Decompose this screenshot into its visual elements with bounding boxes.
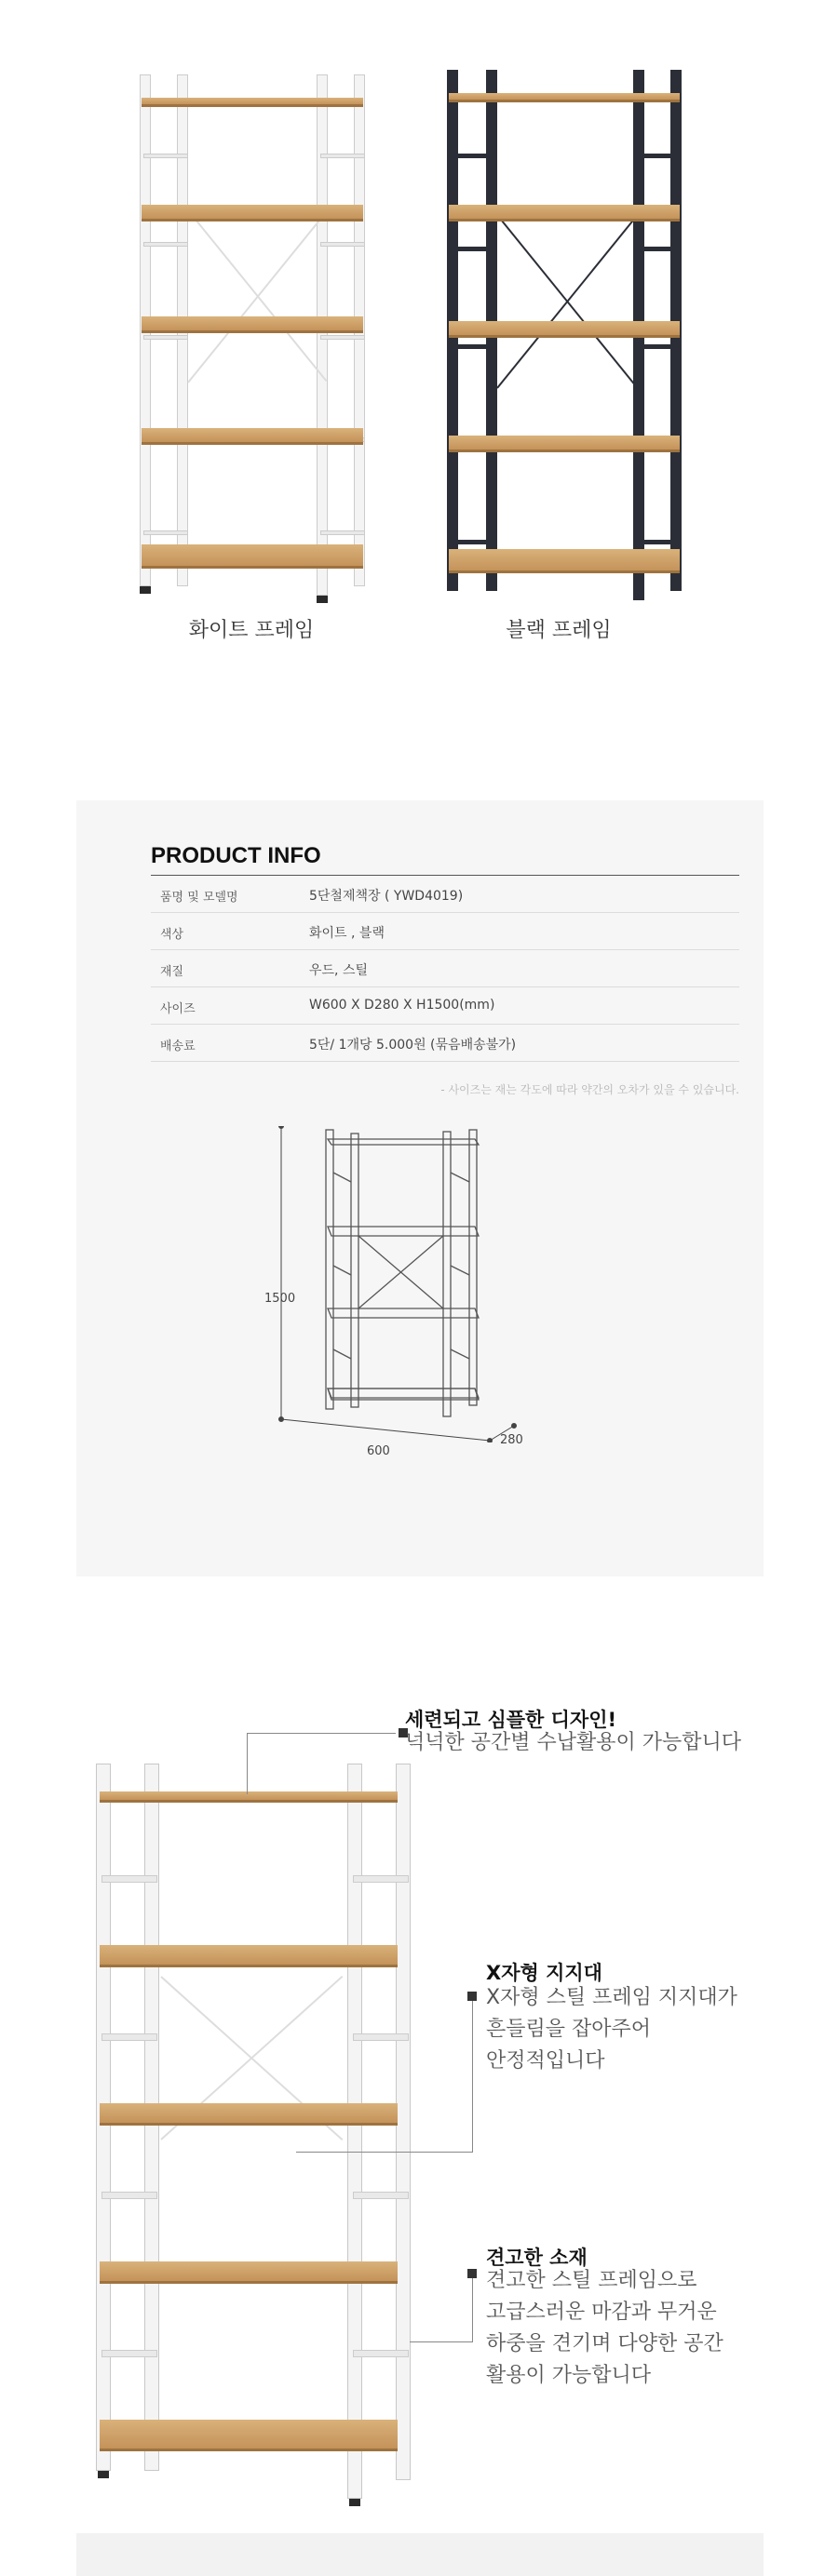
shelf-plank <box>449 436 680 452</box>
feature-material-line: 활용이 가능합니다 <box>486 2364 652 2387</box>
feature-design-title: 세련되고 심플한 디자인! <box>405 1709 617 1731</box>
ladder-rung <box>101 2192 157 2199</box>
shelf-plank <box>100 1791 398 1803</box>
ladder-rung <box>637 540 682 544</box>
info-value: 화이트 , 블랙 <box>309 926 385 941</box>
ladder-rung <box>143 242 188 247</box>
variant-black-image <box>438 65 689 614</box>
product-info-title: PRODUCT INFO <box>151 843 321 868</box>
foot <box>140 586 151 594</box>
callout-line <box>472 2273 473 2342</box>
callout-line <box>410 2341 473 2342</box>
dimension-depth-label: 280 <box>500 1433 523 1447</box>
foot <box>98 2471 109 2478</box>
ladder-rung <box>353 2192 409 2199</box>
next-section-panel <box>76 2533 764 2576</box>
feature-xbrace-line: 안정적입니다 <box>486 2049 605 2073</box>
variant-white-caption: 화이트 프레임 <box>188 619 315 642</box>
feature-xbrace-line: 흔들림을 잡아주어 <box>486 2018 652 2041</box>
info-row <box>151 913 739 950</box>
ladder-rung <box>637 247 682 251</box>
ladder-rung <box>101 2350 157 2357</box>
shelf-plank <box>100 2420 398 2451</box>
ladder-rung <box>101 2033 157 2041</box>
ladder-rung <box>101 1875 157 1883</box>
info-value: W600 X D280 X H1500(mm) <box>309 998 495 1013</box>
info-key: 품명 및 모델명 <box>160 891 238 905</box>
info-value: 5단철제책장 ( YWD4019) <box>309 889 464 904</box>
frame-post <box>347 1764 362 2499</box>
feature-xbrace-line: X자형 스틸 프레임 지지대가 <box>486 1986 737 2009</box>
shelf-plank <box>142 205 363 221</box>
frame-post <box>396 1764 411 2480</box>
ladder-rung <box>637 154 682 158</box>
ladder-rung <box>320 530 365 535</box>
product-info-panel <box>76 800 764 1576</box>
callout-line <box>472 1995 473 2153</box>
info-key: 배송료 <box>160 1040 196 1053</box>
ladder-rung <box>637 344 682 349</box>
info-key: 재질 <box>160 965 184 979</box>
shelf-plank <box>100 2103 398 2126</box>
variant-black-caption: 블랙 프레임 <box>506 619 612 642</box>
ladder-rung <box>353 1875 409 1883</box>
ladder-rung <box>451 344 495 349</box>
feature-material-line: 견고한 스틸 프레임으로 <box>486 2269 697 2292</box>
feature-material-text <box>486 2265 723 2392</box>
ladder-rung <box>143 335 188 340</box>
shelf-plank <box>100 1945 398 1967</box>
ladder-rung <box>320 242 365 247</box>
dimension-width-label: 600 <box>367 1444 390 1458</box>
info-row <box>151 987 739 1025</box>
callout-marker <box>467 1992 477 2001</box>
ladder-rung <box>143 154 188 158</box>
callout-line <box>247 1733 248 1794</box>
callout-marker <box>467 2269 477 2278</box>
info-row <box>151 950 739 987</box>
ladder-rung <box>320 335 365 340</box>
dimension-height-label: 1500 <box>264 1292 296 1306</box>
foot <box>349 2499 360 2506</box>
callout-line <box>247 1733 396 1734</box>
feature-design-text: 넉넉한 공간별 수납활용이 가능합니다 <box>405 1731 742 1754</box>
shelf-plank <box>449 93 680 102</box>
ladder-rung <box>451 540 495 544</box>
feature-shelf-image <box>88 1764 414 2508</box>
dimension-drawing <box>263 1126 635 1442</box>
shelf-plank <box>142 316 363 333</box>
feature-material-line: 하중을 견기며 다양한 공간 <box>486 2332 723 2355</box>
feature-xbrace-title: X자형 지지대 <box>486 1962 602 1984</box>
info-row <box>151 876 739 913</box>
ladder-rung <box>353 2350 409 2357</box>
callout-line <box>296 2152 473 2153</box>
shelf-plank <box>449 549 680 573</box>
feature-material-line: 고급스러운 마감과 무거운 <box>486 2301 717 2324</box>
ladder-rung <box>320 154 365 158</box>
shelf-plank <box>142 428 363 445</box>
info-key: 사이즈 <box>160 1002 196 1016</box>
size-note: - 사이즈는 재는 각도에 따라 약간의 오차가 있을 수 있습니다. <box>440 1083 739 1096</box>
ladder-rung <box>353 2033 409 2041</box>
info-value: 우드, 스틸 <box>309 963 368 978</box>
info-value: 5단/ 1개당 5.000원 (묶음배송불가) <box>309 1038 517 1053</box>
info-key: 색상 <box>160 928 184 942</box>
feature-material-title: 견고한 소재 <box>486 2247 588 2269</box>
shelf-plank <box>449 205 680 221</box>
info-row <box>151 1025 739 1062</box>
ladder-rung <box>143 530 188 535</box>
ladder-rung <box>451 154 495 158</box>
foot <box>317 596 328 603</box>
shelf-plank <box>100 2261 398 2284</box>
variant-white-image <box>130 65 372 605</box>
feature-xbrace-text <box>486 1982 737 2077</box>
ladder-rung <box>451 247 495 251</box>
shelf-plank <box>142 98 363 107</box>
shelf-plank <box>449 321 680 338</box>
shelf-plank <box>142 544 363 569</box>
